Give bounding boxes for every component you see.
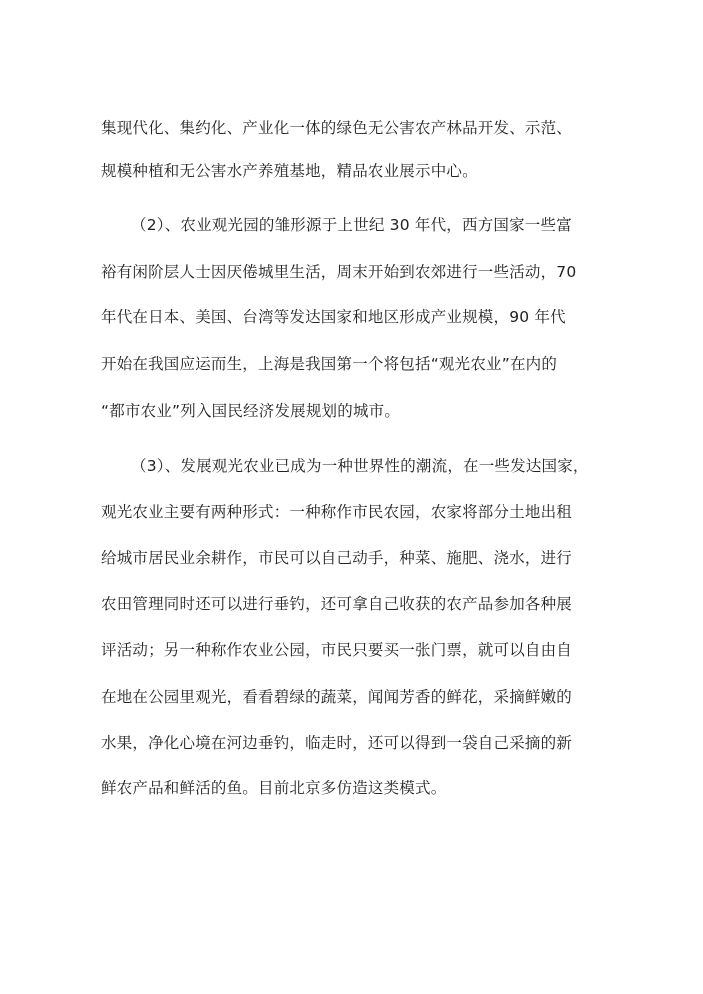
- text-line: 水果，净化心境在河边垂钓，临走时，还可以得到一袋自己采摘的新: [101, 734, 573, 752]
- text-line: 裕有闲阶层人士因厌倦城里生活，周末开始到农郊进行一些活动，70: [101, 263, 577, 281]
- text-line: 在地在公园里观光，看看碧绿的蔬菜，闻闻芳香的鲜花，采摘鲜嫩的: [101, 688, 573, 706]
- text-line: 农田管理同时还可以进行垂钓，还可拿自己收获的农产品参加各种展: [101, 595, 573, 613]
- text-line: “都市农业”列入国民经济发展规划的城市。: [101, 402, 401, 420]
- text-line: 规模种植和无公害水产养殖基地，精品农业展示中心。: [101, 162, 478, 180]
- text-line: 年代在日本、美国、台湾等发达国家和地区形成产业规模，90 年代: [101, 308, 566, 326]
- text-line: 观光农业主要有两种形式：一种称作市民农园，农家将部分土地出租: [101, 503, 573, 521]
- text-line: （2）、农业观光园的雏形源于上世纪 30 年代，西方国家一些富: [131, 216, 572, 234]
- text-line: 给城市居民业余耕作，市民可以自己动手，种菜、施肥、浇水，进行: [101, 549, 573, 567]
- text-line: 鲜农产品和鲜活的鱼。目前北京多仿造这类模式。: [101, 779, 447, 797]
- text-line: 集现代化、集约化、产业化一体的绿色无公害农产林品开发、示范、: [101, 119, 573, 137]
- text-line: 开始在我国应运而生，上海是我国第一个将包括“观光农业”在内的: [101, 355, 558, 373]
- text-line: （3）、发展观光农业已成为一种世界性的潮流，在一些发达国家，: [131, 457, 589, 475]
- text-line: 评活动；另一种称作农业公园，市民只要买一张门票，就可以自由自: [101, 641, 573, 659]
